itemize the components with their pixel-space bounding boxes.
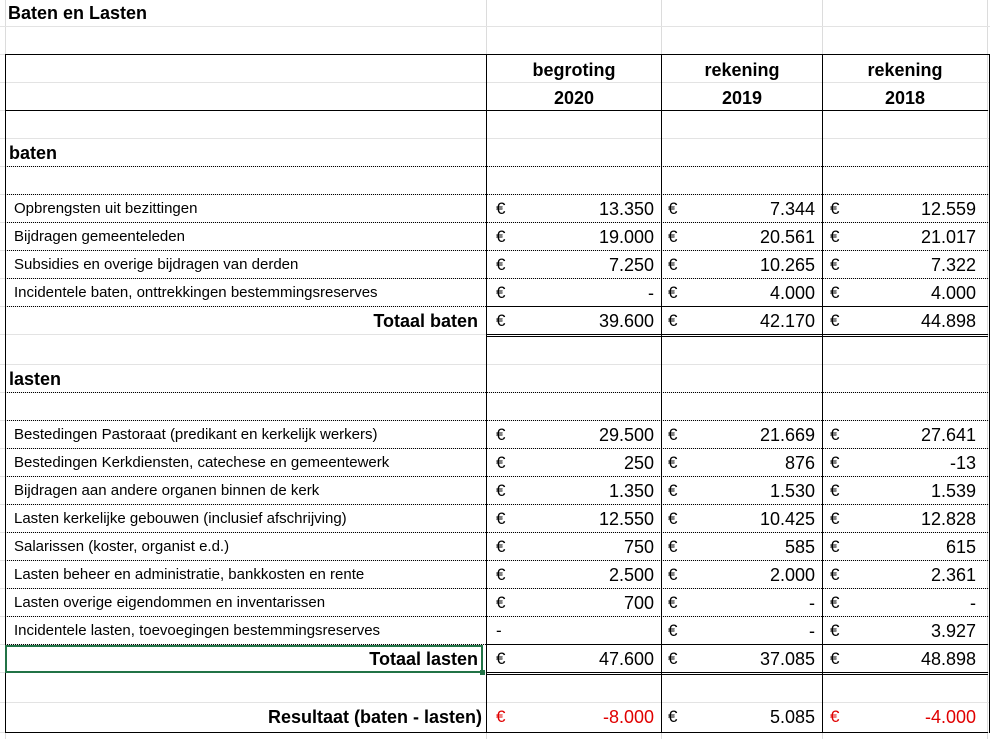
- baten-row-2-currency-0: €: [496, 255, 506, 274]
- lasten-row-4-currency-2: €: [830, 537, 840, 556]
- lasten-row-0-currency-0: €: [496, 425, 506, 444]
- row-border-dotted: [5, 588, 988, 589]
- lasten-row-4-value-2: 615: [945, 537, 976, 557]
- lasten-row-4-value-1: 585: [784, 537, 815, 557]
- baten-row-3-currency-1: €: [668, 283, 678, 302]
- col-header-rekening-2018-line2: 2018: [884, 88, 926, 108]
- row-border-dotted: [5, 560, 988, 561]
- baten-row-1-value-2: 21.017: [920, 227, 976, 247]
- baten-row-0-currency-1: €: [668, 199, 678, 218]
- sheet-title: Baten en Lasten: [8, 3, 148, 23]
- col-header-rekening-2019-line1: rekening: [704, 60, 780, 80]
- lasten-row-1-value-2: -13: [949, 453, 976, 473]
- row-border: [5, 732, 988, 733]
- col-header-rekening-2019-line2: 2019: [721, 88, 763, 108]
- baten-row-0-value-2: 12.559: [920, 199, 976, 219]
- baten-row-1-value-1: 20.561: [759, 227, 815, 247]
- total-baten-label: Totaal baten: [373, 311, 478, 331]
- baten-row-2-value-1: 10.265: [759, 255, 815, 275]
- lasten-row-5-currency-1: €: [668, 565, 678, 584]
- baten-row-3-currency-2: €: [830, 283, 840, 302]
- lasten-row-2-currency-1: €: [668, 481, 678, 500]
- row-border-dotted: [5, 448, 988, 449]
- selected-cell[interactable]: [5, 645, 483, 673]
- row-border-dotted: [5, 222, 988, 223]
- lasten-row-1-value-0: 250: [623, 453, 654, 473]
- baten-row-3-currency-0: €: [496, 283, 506, 302]
- lasten-row-label: Bijdragen aan andere organen binnen de kerk: [14, 482, 320, 499]
- lasten-row-label: Lasten beheer en administratie, bankkosten en rente: [14, 566, 365, 583]
- result-label: Resultaat (baten - lasten): [267, 707, 482, 727]
- lasten-row-3-value-2: 12.828: [920, 509, 976, 529]
- lasten-row-3-currency-2: €: [830, 509, 840, 528]
- column-border: [661, 54, 662, 732]
- lasten-row-label: Lasten overige eigendommen en inventarissen: [14, 594, 326, 611]
- row-border: [486, 306, 988, 307]
- lasten-row-label: Bestedingen Kerkdiensten, catechese en gemeentewerk: [14, 454, 390, 471]
- col-header-rekening-2018-line1: rekening: [867, 60, 943, 80]
- result-currency-1: €: [668, 707, 678, 726]
- lasten-row-2-value-1: 1.530: [769, 481, 815, 501]
- row-border-dotted: [5, 504, 988, 505]
- lasten-row-0-value-2: 27.641: [920, 425, 976, 445]
- lasten-row-6-currency-2: €: [830, 593, 840, 612]
- row-border-dotted: [5, 166, 988, 167]
- row-border-dotted: [5, 420, 988, 421]
- result-value-0: -8.000: [602, 707, 654, 727]
- total-lasten-currency-1: €: [668, 649, 678, 668]
- baten-row-0-currency-0: €: [496, 199, 506, 218]
- row-border-dotted: [5, 278, 988, 279]
- lasten-row-0-value-0: 29.500: [598, 425, 654, 445]
- row-border-dotted: [5, 392, 988, 393]
- row-border: [486, 334, 988, 335]
- baten-row-1-currency-1: €: [668, 227, 678, 246]
- lasten-row-3-currency-1: €: [668, 509, 678, 528]
- baten-row-label: Incidentele baten, onttrekkingen bestemmingsreserves: [14, 284, 378, 301]
- lasten-row-7-value-2: 3.927: [930, 621, 976, 641]
- lasten-row-2-value-0: 1.350: [608, 481, 654, 501]
- total-baten-value-1: 42.170: [759, 311, 815, 331]
- lasten-row-1-value-1: 876: [784, 453, 815, 473]
- total-baten-value-0: 39.600: [598, 311, 654, 331]
- lasten-row-2-currency-2: €: [830, 481, 840, 500]
- baten-row-1-currency-2: €: [830, 227, 840, 246]
- result-value-2: -4.000: [924, 707, 976, 727]
- lasten-row-7-currency-1: €: [668, 621, 678, 640]
- lasten-row-0-currency-2: €: [830, 425, 840, 444]
- lasten-row-5-currency-0: €: [496, 565, 506, 584]
- baten-row-label: Opbrengsten uit bezittingen: [14, 200, 198, 217]
- total-lasten-value-0: 47.600: [598, 649, 654, 669]
- row-border-dotted: [5, 194, 988, 195]
- baten-row-2-value-2: 7.322: [930, 255, 976, 275]
- baten-row-3-value-2: 4.000: [930, 283, 976, 303]
- lasten-row-5-value-1: 2.000: [769, 565, 815, 585]
- lasten-row-7-currency-0: -: [496, 621, 502, 640]
- lasten-row-6-value-1: -: [809, 593, 815, 613]
- total-lasten-value-2: 48.898: [920, 649, 976, 669]
- lasten-row-1-currency-1: €: [668, 453, 678, 472]
- row-border: [486, 644, 988, 645]
- lasten-row-label: Bestedingen Pastoraat (predikant en kerkelijk werkers): [14, 426, 378, 443]
- total-lasten-label: Totaal lasten: [369, 649, 478, 669]
- lasten-row-6-value-2: -: [970, 593, 976, 613]
- lasten-row-4-currency-0: €: [496, 537, 506, 556]
- total-baten-currency-2: €: [830, 311, 840, 330]
- col-header-begroting-2020-line1: begroting: [532, 60, 616, 80]
- result-currency-0: €: [496, 707, 506, 726]
- column-border: [486, 54, 487, 732]
- total-lasten-value-1: 37.085: [759, 649, 815, 669]
- result-currency-2: €: [830, 707, 840, 726]
- lasten-row-label: Salarissen (koster, organist e.d.): [14, 538, 230, 555]
- total-baten-value-2: 44.898: [920, 311, 976, 331]
- column-border: [822, 54, 823, 732]
- lasten-row-4-currency-1: €: [668, 537, 678, 556]
- result-value-1: 5.085: [769, 707, 815, 727]
- lasten-row-5-value-2: 2.361: [930, 565, 976, 585]
- total-baten-currency-0: €: [496, 311, 506, 330]
- baten-row-3-value-1: 4.000: [769, 283, 815, 303]
- lasten-row-6-currency-1: €: [668, 593, 678, 612]
- baten-row-2-currency-1: €: [668, 255, 678, 274]
- baten-row-label: Bijdragen gemeenteleden: [14, 228, 185, 245]
- lasten-row-5-value-0: 2.500: [608, 565, 654, 585]
- row-border-dotted: [5, 250, 988, 251]
- lasten-row-4-value-0: 750: [623, 537, 654, 557]
- lasten-row-6-currency-0: €: [496, 593, 506, 612]
- lasten-row-6-value-0: 700: [623, 593, 654, 613]
- baten-row-2-currency-2: €: [830, 255, 840, 274]
- lasten-row-0-currency-1: €: [668, 425, 678, 444]
- row-border: [486, 672, 988, 673]
- lasten-row-1-currency-0: €: [496, 453, 506, 472]
- lasten-row-label: Lasten kerkelijke gebouwen (inclusief afschrijving): [14, 510, 347, 527]
- lasten-row-label: Incidentele lasten, toevoegingen bestemmingsreserves: [14, 622, 381, 639]
- col-header-begroting-2020-line2: 2020: [553, 88, 595, 108]
- lasten-row-3-value-1: 10.425: [759, 509, 815, 529]
- baten-row-0-currency-2: €: [830, 199, 840, 218]
- section-baten: baten: [9, 143, 58, 163]
- row-border-dotted: [5, 616, 988, 617]
- row-border-dotted: [5, 532, 988, 533]
- lasten-row-3-value-0: 12.550: [598, 509, 654, 529]
- lasten-row-2-currency-0: €: [496, 481, 506, 500]
- row-border: [486, 336, 988, 337]
- row-border: [486, 674, 988, 675]
- total-lasten-currency-0: €: [496, 649, 506, 668]
- section-lasten: lasten: [9, 369, 62, 389]
- baten-row-1-value-0: 19.000: [598, 227, 654, 247]
- lasten-row-1-currency-2: €: [830, 453, 840, 472]
- total-baten-currency-1: €: [668, 311, 678, 330]
- baten-row-0-value-1: 7.344: [769, 199, 815, 219]
- lasten-row-2-value-2: 1.539: [930, 481, 976, 501]
- lasten-row-7-currency-2: €: [830, 621, 840, 640]
- baten-row-2-value-0: 7.250: [608, 255, 654, 275]
- total-lasten-currency-2: €: [830, 649, 840, 668]
- gridline-horizontal: [0, 26, 990, 27]
- lasten-row-5-currency-2: €: [830, 565, 840, 584]
- lasten-row-0-value-1: 21.669: [759, 425, 815, 445]
- row-border-dotted: [5, 476, 988, 477]
- baten-row-0-value-0: 13.350: [598, 199, 654, 219]
- lasten-row-7-value-1: -: [809, 621, 815, 641]
- baten-row-3-value-0: -: [648, 283, 654, 303]
- baten-row-1-currency-0: €: [496, 227, 506, 246]
- baten-row-label: Subsidies en overige bijdragen van derden: [14, 256, 299, 273]
- fill-handle[interactable]: [480, 670, 485, 675]
- lasten-row-3-currency-0: €: [496, 509, 506, 528]
